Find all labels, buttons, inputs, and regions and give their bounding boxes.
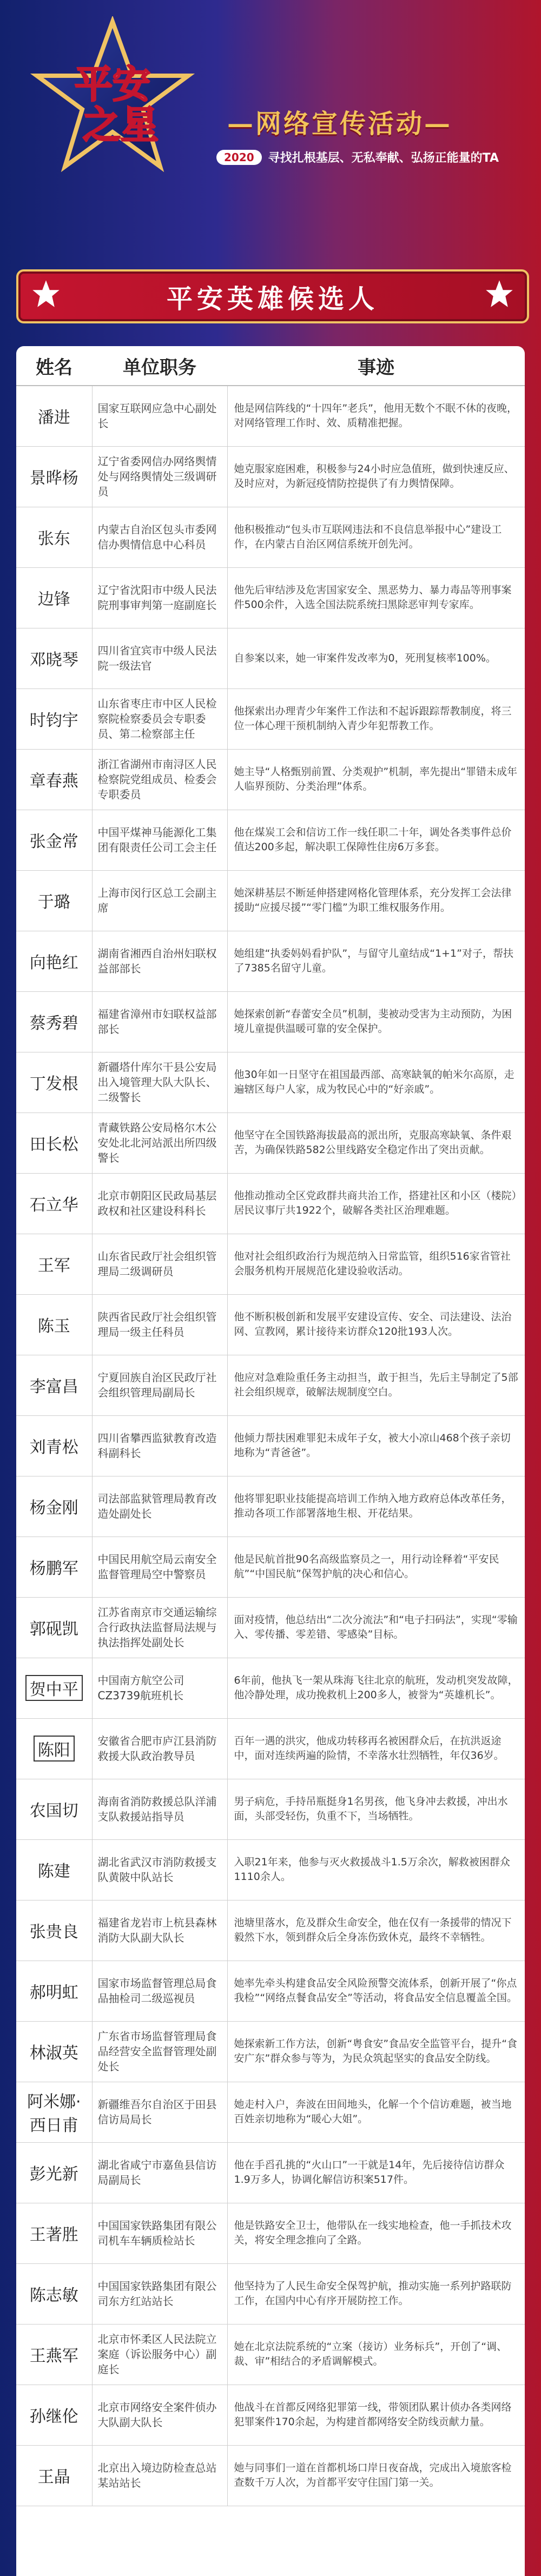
candidate-name: 田长松 <box>29 1135 78 1154</box>
candidate-position: 湖南省湘西自治州妇联权益部部长 <box>92 931 227 991</box>
candidate-deed: 她组建“执委妈妈看护队”，与留守儿童结成“1+1”对子，帮扶了7385名留守儿童。 <box>227 931 525 991</box>
candidate-name: 边锋 <box>37 590 70 609</box>
candidate-position: 湖北省咸宁市嘉鱼县信访局副局长 <box>92 2142 227 2203</box>
candidate-deed: 他是铁路安全卫士，他带队在一线实地检查，他一手抓技术攻关，将安全理念推向了全路。 <box>227 2203 525 2263</box>
candidate-name: 丁发根 <box>29 1075 78 1094</box>
candidate-name: 刘青松 <box>29 1438 78 1457</box>
header-name: 姓名 <box>16 346 92 386</box>
header-deed: 事迹 <box>227 346 525 386</box>
candidate-name: 杨鹏军 <box>29 1559 78 1578</box>
candidate-table-card <box>16 346 525 2576</box>
candidate-name-cell <box>16 1173 92 1234</box>
candidate-name: 陈建 <box>37 1862 70 1881</box>
candidate-position: 四川省攀西监狱教育改造科副科长 <box>92 1415 227 1476</box>
candidate-position: 四川省宜宾市中级人民法院一级法官 <box>92 628 227 688</box>
candidate-deed: 男子病危，手持吊瓶挺身1名男孩，他飞身冲去救援，冲出水面，头部受轻伤，负重不下，当场牺牲。 <box>227 1779 525 1839</box>
candidate-name-cell <box>16 446 92 507</box>
table-row <box>16 2445 525 2506</box>
candidate-name-cell <box>16 2445 92 2506</box>
candidate-deed: 百年一遇的洪灾，他成功转移再名被困群众后，在抗洪返途中，面对连续两遍的险情，不幸落水壮烈牺牲，年仅36岁。 <box>227 1718 525 1779</box>
candidate-deed: 她探索创新“春蕾安全员”机制，斐被动受害为主动预防，为困境儿童提供温暖可靠的安全保护。 <box>227 991 525 1052</box>
candidate-deed: 他在手舀孔挑的“火山口”一干就是14年，先后接待信访群众1.9万多人，协调化解信访积案517件。 <box>227 2142 525 2203</box>
table-row <box>16 1112 525 1173</box>
candidate-position: 陕西省民政厅社会组织管理局一级主任科员 <box>92 1294 227 1355</box>
table-row <box>16 1052 525 1112</box>
candidate-deed: 他不断积极创新和发展平安建设宣传、安全、司法建设、法治网、宣教网，累计接待来访群众120批193人次。 <box>227 1294 525 1355</box>
candidate-name-cell <box>16 1355 92 1415</box>
candidate-name-cell <box>16 1658 92 1718</box>
candidate-deed: 他坚持为了人民生命安全保驾护航，推动实施一系列护路联防工作，在国内中心有序开展防控工作。 <box>227 2263 525 2324</box>
candidate-deed: 他积极推动“包头市互联网违法和不良信息举报中心”建设工作，在内蒙古自治区网信系统开创先河。 <box>227 507 525 567</box>
candidate-deed: 入职21年来，他参与灭火救援战斗1.5万余次，解救被困群众1110余人。 <box>227 1839 525 1900</box>
candidate-name-cell <box>16 1779 92 1839</box>
candidate-position: 广东省市场监督管理局食品经营安全监督管理处副处长 <box>92 2021 227 2082</box>
candidate-position: 内蒙古自治区包头市委网信办舆情信息中心科员 <box>92 507 227 567</box>
table-row <box>16 1537 525 1597</box>
candidate-name: 李富昌 <box>29 1378 78 1396</box>
candidate-deed: 他是民航首批90名高级监察员之一，用行动诠释着“平安民航”“中国民航”保驾护航的决心和信心。 <box>227 1537 525 1597</box>
table-row <box>16 628 525 688</box>
candidate-name: 贺中平 <box>25 1675 83 1701</box>
candidate-name-cell <box>16 1839 92 1900</box>
candidate-deed: 她克服家庭困难，积极参与24小时应急值班，做到快速反应、及时应对，为新冠疫情防控提供了有力舆情保障。 <box>227 446 525 507</box>
candidate-position: 宁夏回族自治区民政厅社会组织管理局副局长 <box>92 1355 227 1415</box>
emblem-line1: 平安 <box>75 62 150 107</box>
candidate-name-cell <box>16 1112 92 1173</box>
candidate-position: 辽宁省委网信办网络舆情处与网络舆情处三级调研员 <box>92 446 227 507</box>
candidate-name: 郝明虹 <box>29 1983 78 2002</box>
star-icon <box>485 279 514 308</box>
candidate-position: 北京市网络安全案件侦办大队副大队长 <box>92 2385 227 2445</box>
candidate-position: 国家市场监督管理总局食品抽检司二级巡视员 <box>92 1961 227 2021</box>
page-header <box>0 0 541 314</box>
table-row <box>16 2142 525 2203</box>
candidate-position: 新疆维吾尔自治区于田县信访局局长 <box>92 2082 227 2142</box>
candidate-deed: 自参案以来，她一审案件发改率为0，死刑复核率100%。 <box>227 628 525 688</box>
candidate-position: 中国国家铁路集团有限公司东方红站站长 <box>92 2263 227 2324</box>
candidate-name-cell <box>16 386 92 446</box>
candidate-table <box>16 346 525 2506</box>
candidate-position: 上海市闵行区总工会副主席 <box>92 870 227 931</box>
candidate-name: 王晶 <box>37 2468 70 2487</box>
table-row <box>16 1718 525 1779</box>
candidate-name: 时钧宇 <box>29 711 78 730</box>
candidate-position: 司法部监狱管理局教育改造处副处长 <box>92 1476 227 1537</box>
candidate-name-cell <box>16 2324 92 2385</box>
candidate-deed: 他将罪犯职业技能提高培训工作纳入地方政府总体改革任务，推动各项工作部署落地生根、开花结果。 <box>227 1476 525 1537</box>
star-emblem-icon <box>26 16 199 178</box>
candidate-deed: 她深耕基层不断延伸搭建网格化管理体系，充分发挥工会法律援助“应援尽援”“零门槛”为职工维权服务作用。 <box>227 870 525 931</box>
candidate-name-cell <box>16 810 92 870</box>
candidate-name-cell <box>16 2385 92 2445</box>
candidate-name-cell <box>16 1294 92 1355</box>
candidate-deed: 他倾力帮扶困难罪犯未成年子女，被大小凉山468个孩子亲切地称为“青爸爸”。 <box>227 1415 525 1476</box>
campaign-title: —网络宣传活动— <box>227 109 453 139</box>
table-row <box>16 2203 525 2263</box>
candidate-name-cell <box>16 1900 92 1961</box>
candidate-name: 蔡秀碧 <box>29 1014 78 1033</box>
candidate-position: 青藏铁路公安局格尔木公安处北北河站派出所四级警长 <box>92 1112 227 1173</box>
banner-title: 平安英雄候选人 <box>166 283 379 314</box>
table-row <box>16 991 525 1052</box>
candidate-name: 石立华 <box>29 1196 78 1215</box>
candidate-name: 郭砚凯 <box>29 1620 78 1639</box>
candidate-position: 海南省消防救援总队洋浦支队救援站指导员 <box>92 1779 227 1839</box>
candidate-position: 国家互联网应急中心副处长 <box>92 386 227 446</box>
candidate-name: 陈玉 <box>37 1317 70 1336</box>
candidate-position: 辽宁省沈阳市中级人民法院刑事审判第一庭副庭长 <box>92 567 227 628</box>
candidate-name-cell <box>16 2263 92 2324</box>
candidate-name: 向艳红 <box>29 953 78 972</box>
table-row <box>16 931 525 991</box>
candidate-name: 孙继伦 <box>29 2407 78 2426</box>
candidate-position: 北京市怀柔区人民法院立案庭（诉讼服务中心）副庭长 <box>92 2324 227 2385</box>
candidate-name: 陈志敏 <box>29 2286 78 2305</box>
candidate-name-cell <box>16 1961 92 2021</box>
table-row <box>16 567 525 628</box>
candidate-deed: 他是网信阵线的“十四年”老兵”，他用无数个不眠不休的夜晚，对网络管理工作时、效、质精准把握。 <box>227 386 525 446</box>
table-row <box>16 1900 525 1961</box>
table-row <box>16 1173 525 1234</box>
candidate-name: 王燕军 <box>29 2347 78 2366</box>
ping-an-zhi-xing-logo <box>26 16 199 178</box>
candidate-position: 山东省民政厅社会组织管理局二级调研员 <box>92 1234 227 1294</box>
candidate-deed: 她主导“人格甄别前置、分类观护”机制，率先提出“罪错未成年人临界预防、分类治理”体系。 <box>227 749 525 810</box>
table-row <box>16 810 525 870</box>
candidate-deed: 池塘里落水，危及群众生命安全，他在仅有一条援带的情况下毅然下水，领到群众后全身冻伤致休克，最终不幸牺牲。 <box>227 1900 525 1961</box>
table-row <box>16 1839 525 1900</box>
candidate-name: 林淑英 <box>29 2044 78 2063</box>
candidate-deed: 他应对急难险重任务主动担当，敢于担当，先后主导制定了5部社会组织规章，破解法规制度空白。 <box>227 1355 525 1415</box>
table-row <box>16 1355 525 1415</box>
candidate-deed: 他探索出办理青少年案件工作法和不起诉跟踪帮教制度，将三位一体心理干预机制纳入青少年犯帮教工作。 <box>227 688 525 749</box>
candidate-position: 新疆塔什库尔干县公安局出入境管理大队大队长、二级警长 <box>92 1052 227 1112</box>
candidate-name-cell <box>16 1415 92 1476</box>
candidate-deed: 她走村入户，奔波在田间地头，化解一个个信访难题，被当地百姓亲切地称为“暖心大姐”。 <box>227 2082 525 2142</box>
candidate-name-cell <box>16 567 92 628</box>
candidate-position: 福建省漳州市妇联权益部部长 <box>92 991 227 1052</box>
candidate-name-cell <box>16 628 92 688</box>
candidate-name-cell <box>16 1052 92 1112</box>
table-row <box>16 2385 525 2445</box>
candidate-position: 中国民用航空局云南安全监督管理局空中警察员 <box>92 1537 227 1597</box>
candidate-name-cell <box>16 2203 92 2263</box>
candidate-name: 王著胜 <box>29 2226 78 2244</box>
candidate-name: 于璐 <box>37 893 70 912</box>
candidate-name: 邓晓琴 <box>29 651 78 670</box>
candidate-position: 福建省龙岩市上杭县森林消防大队副大队长 <box>92 1900 227 1961</box>
candidate-deed: 他对社会组织政治行为规范纳入日常监管，组织516家省管社会服务机构开展规范化建设验收活动。 <box>227 1234 525 1294</box>
section-banner <box>16 269 529 323</box>
candidate-name-cell <box>16 507 92 567</box>
candidate-deed: 他坚守在全国铁路海拔最高的派出所，克服高寒缺氧、条件艰苦，为确保铁路582公里线路安全稳定作出了突出贡献。 <box>227 1112 525 1173</box>
table-row <box>16 1476 525 1537</box>
candidate-name-cell <box>16 931 92 991</box>
candidate-deed: 她在北京法院系统的“立案（接访）业务标兵”，开创了“调、裁、审”相结合的矛盾调解模式。 <box>227 2324 525 2385</box>
candidate-name: 章春燕 <box>29 772 78 791</box>
candidate-deed: 她探索新工作方法，创新“粤食安”食品安全监管平台，提升“食安广东”群众参与等为，为民众筑起坚实的食品安全防线。 <box>227 2021 525 2082</box>
table-row <box>16 1234 525 1294</box>
campaign-subtitle: 寻找扎根基层、无私奉献、弘扬正能量的TA <box>268 151 499 165</box>
candidate-name-cell <box>16 1234 92 1294</box>
candidate-deed: 他在煤炭工会和信访工作一线任职二十年，调处各类事件总价值达200多起，解决职工保障性住房6万多套。 <box>227 810 525 870</box>
table-row <box>16 688 525 749</box>
candidate-name-cell <box>16 1537 92 1597</box>
candidate-name: 阿米娜·西日甫 <box>27 2092 81 2135</box>
candidate-name-cell <box>16 1597 92 1658</box>
star-icon <box>31 279 61 308</box>
candidate-name: 陈阳 <box>34 1736 75 1762</box>
candidate-name: 杨金刚 <box>29 1499 78 1518</box>
candidate-position: 北京市朝阳区民政局基层政权和社区建设科科长 <box>92 1173 227 1234</box>
candidate-name: 农国切 <box>29 1802 78 1820</box>
table-row <box>16 2082 525 2142</box>
candidate-name-cell <box>16 2021 92 2082</box>
table-row <box>16 2324 525 2385</box>
table-row <box>16 1294 525 1355</box>
candidate-name-cell <box>16 2082 92 2142</box>
candidate-position: 山东省枣庄市中区人民检察院检察委员会专职委员、第二检察部主任 <box>92 688 227 749</box>
candidate-name: 张金常 <box>29 832 78 851</box>
candidate-deed: 他战斗在首都反网络犯罪第一线，带领团队累计侦办各类网络犯罪案件170余起，为构建首都网络安全防线贡献力量。 <box>227 2385 525 2445</box>
table-row <box>16 446 525 507</box>
candidate-position: 北京出入境边防检查总站某站站长 <box>92 2445 227 2506</box>
candidate-deed: 她率先牵头构建食品安全风险预警交流体系，创新开展了“你点我检”“网络点餐食品安全”等活动，将食品安全信息覆盖全国。 <box>227 1961 525 2021</box>
candidate-name: 张东 <box>37 529 70 548</box>
table-row <box>16 749 525 810</box>
candidate-name: 彭光新 <box>29 2165 78 2184</box>
candidate-name-cell <box>16 688 92 749</box>
table-row <box>16 1779 525 1839</box>
emblem-line2: 之星 <box>83 102 159 147</box>
candidate-name-cell <box>16 1718 92 1779</box>
candidate-name: 王军 <box>37 1256 70 1275</box>
candidate-position: 中国国家铁路集团有限公司机车车辆质检站长 <box>92 2203 227 2263</box>
candidate-deed: 6年前，他执飞一架从珠海飞往北京的航班，发动机突发故障，他冷静处理，成功挽救机上200多人，被誉为“英雄机长”。 <box>227 1658 525 1718</box>
candidate-name-cell <box>16 749 92 810</box>
table-row <box>16 507 525 567</box>
candidate-name-cell <box>16 1476 92 1537</box>
candidate-position: 中国南方航空公司CZ3739航班机长 <box>92 1658 227 1718</box>
table-row <box>16 870 525 931</box>
table-row <box>16 1961 525 2021</box>
table-row <box>16 2263 525 2324</box>
table-row <box>16 1597 525 1658</box>
candidate-name: 潘进 <box>37 408 70 428</box>
header-position: 单位职务 <box>92 346 227 386</box>
candidate-deed: 他先后审结涉及危害国家安全、黑恶势力、暴力毒品等刑事案件500余件，入选全国法院系统扫黑除恶审判专家库。 <box>227 567 525 628</box>
candidate-position: 安徽省合肥市庐江县消防救援大队政治教导员 <box>92 1718 227 1779</box>
candidate-position: 湖北省武汉市消防救援支队黄陂中队站长 <box>92 1839 227 1900</box>
candidate-position: 江苏省南京市交通运输综合行政执法监督局法规与执法指挥处副处长 <box>92 1597 227 1658</box>
year-badge: 2020 <box>216 150 262 165</box>
candidate-deed: 面对疫情，他总结出“二次分流法”和“电子扫码法”，实现“零输入、零传播、零差错、零感染”目标。 <box>227 1597 525 1658</box>
candidate-name-cell <box>16 991 92 1052</box>
campaign-subline <box>216 149 499 165</box>
candidate-name-cell <box>16 2142 92 2203</box>
candidate-position: 中国平煤神马能源化工集团有限责任公司工会主任 <box>92 810 227 870</box>
candidate-name: 张贵良 <box>29 1923 78 1942</box>
table-row <box>16 2021 525 2082</box>
candidate-name-cell <box>16 870 92 931</box>
candidate-deed: 他推动推动全区党政群共商共治工作，搭建社区和小区（楼院）居民议事厅共1922个，破解各类社区治理难题。 <box>227 1173 525 1234</box>
table-row <box>16 1658 525 1718</box>
table-header-row <box>16 346 525 386</box>
table-row <box>16 386 525 446</box>
candidate-deed: 他30年如一日坚守在祖国最西部、高寒缺氧的帕米尔高原，走遍辖区每户人家，成为牧民心中的“好亲戚”。 <box>227 1052 525 1112</box>
candidate-deed: 她与同事们一道在首都机场口岸日夜奋战，完成出入境旅客检查数千万人次，为首都平安守住国门第一关。 <box>227 2445 525 2506</box>
table-row <box>16 1415 525 1476</box>
candidate-position: 浙江省湖州市南浔区人民检察院党组成员、检委会专职委员 <box>92 749 227 810</box>
candidate-name: 景晔杨 <box>29 469 78 488</box>
